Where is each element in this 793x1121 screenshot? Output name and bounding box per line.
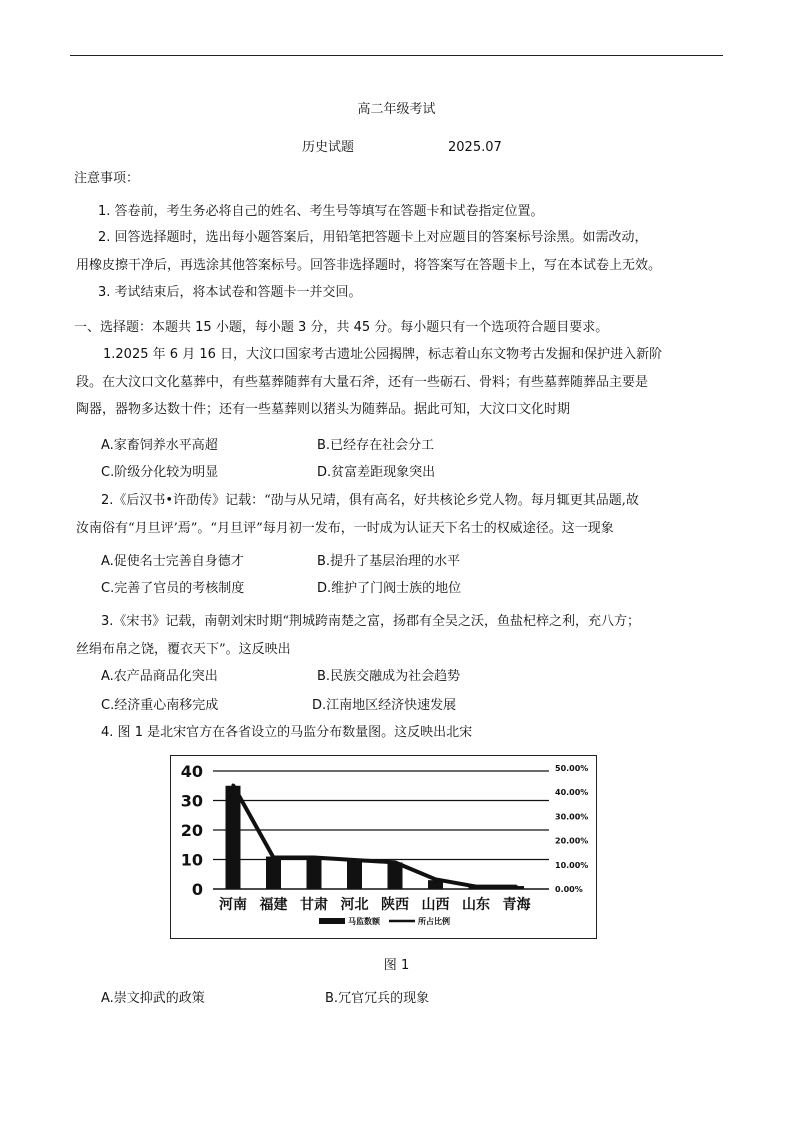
x-tick-label: 山西: [421, 897, 450, 913]
q4-option-b[interactable]: B.冗官冗兵的现象: [325, 991, 430, 1006]
header-rule: [70, 55, 723, 56]
subject-title: 历史试题: [302, 140, 355, 155]
q3-option-d[interactable]: D.江南地区经济快速发展: [312, 698, 457, 713]
line-point: [232, 783, 235, 786]
y-left-tick-label: 0: [191, 880, 203, 899]
q4-option-a[interactable]: A.崇文抑武的政策: [101, 991, 205, 1006]
q3-option-b[interactable]: B.民族交融成为社会趋势: [317, 669, 461, 684]
notice-item-3: 3. 考试结束后，将本试卷和答题卡一并交回。: [98, 285, 362, 300]
q1-stem-line3: 陶器，器物多达数十件；还有一些墓葬则以猪头为随葬品。据此可知，大汶口文化时期: [76, 402, 571, 417]
line-point: [313, 856, 316, 859]
q3-option-c[interactable]: C.经济重心南移完成: [101, 698, 219, 713]
x-tick-label: 河北: [340, 897, 369, 913]
line-point: [434, 878, 437, 881]
x-tick-label: 甘肃: [300, 897, 328, 913]
line-point: [353, 858, 356, 861]
bar: [226, 786, 241, 889]
x-tick-label: 陕西: [381, 897, 409, 913]
y-left-tick-label: 30: [180, 791, 203, 811]
notice-item-1: 1. 答卷前，考生务必将自己的姓名、考生号等填写在答题卡和试卷指定位置。: [98, 204, 544, 219]
q2-option-b[interactable]: B.提升了基层治理的水平: [317, 554, 461, 569]
q3-stem-line2: 丝绢布帛之饶，覆衣天下”。这反映出: [76, 642, 291, 657]
y-left-tick-label: 10: [180, 850, 203, 870]
chart-canvas: [171, 756, 595, 937]
horse-farm-chart: [170, 755, 597, 939]
q1-option-a[interactable]: A.家畜饲养水平高超: [101, 438, 218, 453]
q1-option-b[interactable]: B.已经存在社会分工: [317, 438, 435, 453]
exam-date: 2025.07: [448, 140, 502, 155]
section-one-heading: 一、选择题：本题共 15 小题，每小题 3 分，共 45 分。每小题只有一个选项符合题目要求。: [74, 320, 609, 335]
q4-stem: 4. 图 1 是北宋官方在各省设立的马监分布数量图。这反映出北宋: [101, 725, 473, 740]
legend-label: 马监数额: [348, 916, 380, 926]
x-tick-label: 青海: [502, 897, 531, 913]
q3-option-a[interactable]: A.农产品商品化突出: [101, 669, 218, 684]
legend-label: 所占比例: [418, 916, 450, 926]
x-tick-label: 河南: [219, 897, 247, 913]
q1-stem-line2: 段。在大汶口文化墓葬中，有些墓葬随葬有大量石斧，还有一些砺石、骨料；有些墓葬随葬品主要是: [76, 375, 649, 390]
notice-item-2-cont: 用橡皮擦干净后，再选涂其他答案标号。回答非选择题时，将答案写在答题卡上，写在本试卷上无效。: [76, 258, 662, 273]
q3-stem-line1: 3.《宋书》记载，南朝刘宋时期“荆城跨南楚之富，扬郡有全吴之沃，鱼盐杞梓之利，充八方；: [101, 614, 641, 629]
line-point: [272, 856, 275, 859]
q2-stem-line1: 2.《后汉书•许劭传》记载：“劭与从兄靖，俱有高名，好共核论乡党人物。每月辄更其品题,故: [101, 493, 639, 508]
q1-option-c[interactable]: C.阶级分化较为明显: [101, 465, 219, 480]
q2-option-c[interactable]: C.完善了官员的考核制度: [101, 581, 245, 596]
figure-caption: 图 1: [383, 958, 410, 973]
y-right-tick-label: 40.00%: [555, 788, 589, 798]
bar: [307, 857, 322, 889]
y-right-tick-label: 0.00%: [555, 885, 583, 894]
y-right-tick-label: 10.00%: [555, 860, 589, 870]
notice-item-2: 2. 回答选择题时，选出每小题答案后，用铅笔把答题卡上对应题目的答案标号涂黑。如需改动，: [98, 230, 648, 245]
q2-stem-line2: 汝南俗有“月旦评’焉”。“月旦评”每月初一发布，一时成为认证天下名士的权威途径。这一现象: [76, 521, 614, 536]
x-tick-label: 山东: [462, 897, 490, 913]
q1-stem-line1: 1.2025 年 6 月 16 日，大汶口国家考古遗址公园揭牌，标志着山东文物考古发掘和保护进入新阶: [103, 347, 663, 362]
legend-bar-swatch: [319, 918, 345, 924]
line-point: [394, 861, 397, 864]
line-point: [515, 885, 518, 888]
notice-heading: 注意事项：: [74, 171, 140, 186]
q1-option-d[interactable]: D.贫富差距现象突出: [317, 465, 436, 480]
y-left-tick-label: 40: [180, 762, 203, 781]
q2-option-a[interactable]: A.促使名士完善自身德才: [101, 554, 244, 569]
bar: [266, 857, 281, 889]
y-right-tick-label: 50.00%: [555, 764, 589, 773]
y-right-tick-label: 30.00%: [555, 812, 589, 822]
y-left-tick-label: 20: [180, 821, 203, 840]
y-right-tick-label: 20.00%: [555, 836, 589, 846]
x-tick-label: 福建: [259, 897, 288, 913]
q2-option-d[interactable]: D.维护了门阀士族的地位: [317, 581, 462, 596]
bar: [347, 860, 362, 890]
exam-title: 高二年级考试: [357, 102, 436, 117]
line-point: [475, 885, 478, 888]
